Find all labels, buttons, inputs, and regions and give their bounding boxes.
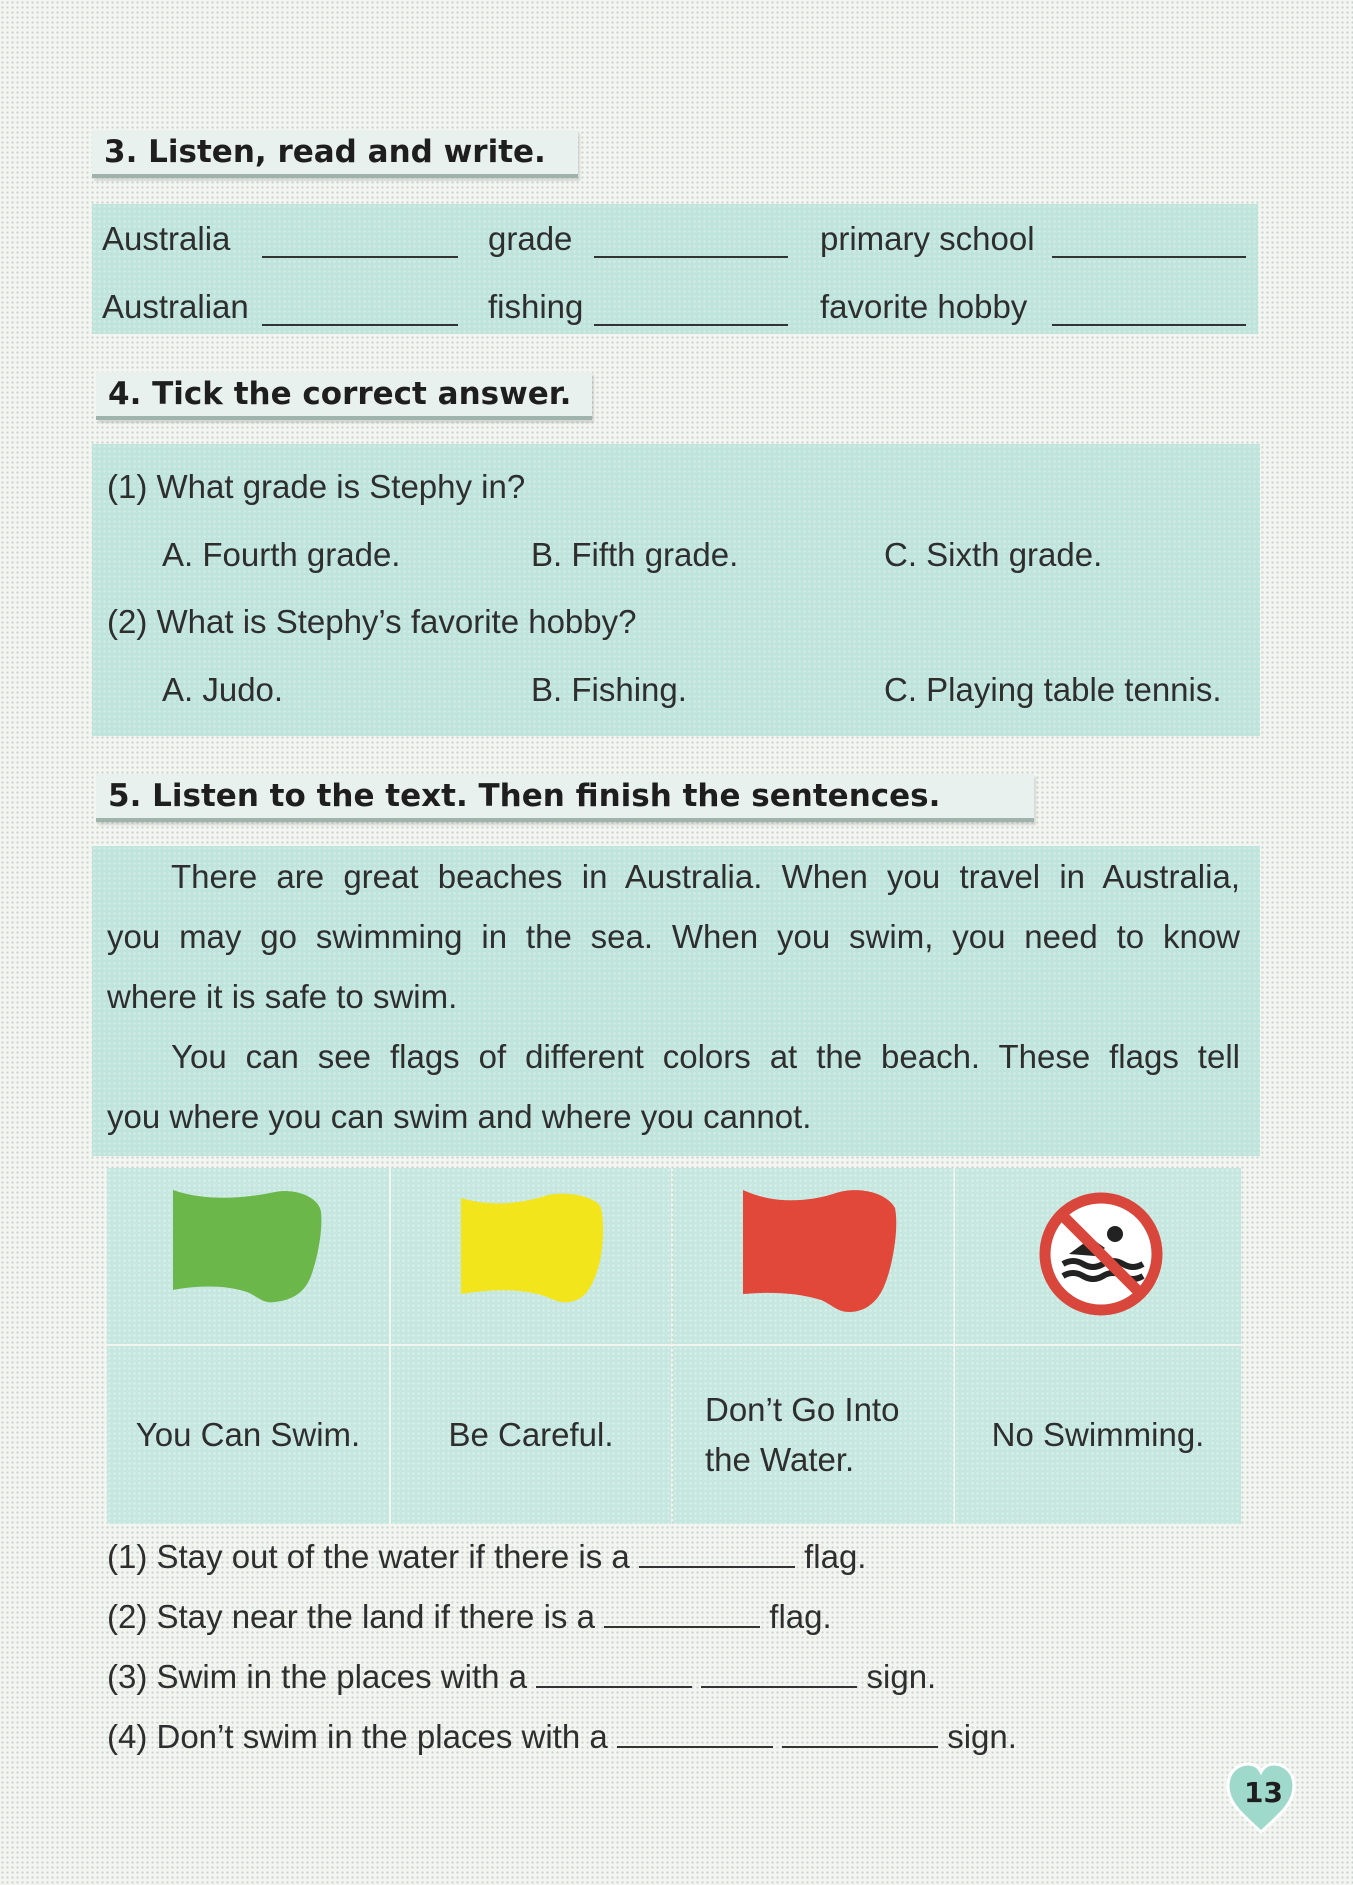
q1-option-a[interactable]: A. Fourth grade. [162, 536, 401, 573]
answer-blank[interactable] [639, 1538, 795, 1568]
vocab-blank[interactable] [262, 296, 458, 326]
vocab-word: fishing [488, 288, 584, 325]
sign-image-cell [107, 1168, 389, 1344]
vocab-blank[interactable] [594, 228, 788, 258]
answer-blank[interactable] [617, 1718, 773, 1748]
q2-option-c[interactable]: C. Playing table tennis. [884, 671, 1222, 708]
sentence-2: (2) Stay near the land if there is a flag. [107, 1598, 832, 1635]
sentence-1: (1) Stay out of the water if there is a flag. [107, 1538, 867, 1575]
q1-option-c[interactable]: C. Sixth grade. [884, 536, 1103, 573]
green-flag-icon [107, 1168, 389, 1344]
vocab-blank[interactable] [1052, 296, 1246, 326]
answer-blank[interactable] [536, 1658, 692, 1688]
sign-label: You Can Swim. [107, 1346, 389, 1524]
section-3-heading: 3. Listen, read and write. [92, 130, 578, 178]
passage-line: You can see flags of different colors at the beach. These flags tell [171, 1038, 1240, 1075]
passage-line: There are great beaches in Australia. When you travel in Australia, [171, 858, 1240, 895]
vocab-word: Australian [102, 288, 249, 325]
q2-option-a[interactable]: A. Judo. [162, 671, 284, 708]
no-swimming-icon [955, 1168, 1241, 1344]
vocab-blank[interactable] [1052, 228, 1246, 258]
sign-label [673, 1346, 953, 1524]
sentence-3: (3) Swim in the places with a sign. [107, 1658, 937, 1695]
beach-flags-table [107, 1168, 1241, 1524]
sign-label-line: the Water. [705, 1441, 855, 1478]
vocab-blank[interactable] [594, 296, 788, 326]
answer-blank[interactable] [701, 1658, 857, 1688]
sign-image-cell [955, 1168, 1241, 1344]
vocab-blank[interactable] [262, 228, 458, 258]
q2-option-b[interactable]: B. Fishing. [531, 671, 687, 708]
vocab-word: primary school [820, 220, 1035, 257]
sentence-4: (4) Don’t swim in the places with a sign. [107, 1718, 1017, 1755]
vocab-word: grade [488, 220, 573, 257]
section-5-heading: 5. Listen to the text. Then finish the sentences. [96, 774, 1034, 822]
answer-blank[interactable] [604, 1598, 760, 1628]
yellow-flag-icon [391, 1168, 671, 1344]
q1-option-b[interactable]: B. Fifth grade. [531, 536, 739, 573]
page-number: 13 [1244, 1776, 1283, 1809]
red-flag-icon [673, 1168, 953, 1344]
sign-label: Be Careful. [391, 1346, 671, 1524]
passage-line: you where you can swim and where you cannot. [107, 1098, 812, 1135]
passage-line: you may go swimming in the sea. When you swim, you need to know [107, 918, 1240, 955]
passage-line: where it is safe to swim. [107, 978, 458, 1015]
vocab-word: Australia [102, 220, 231, 257]
section-4-heading: 4. Tick the correct answer. [96, 372, 592, 420]
sign-label: No Swimming. [955, 1346, 1241, 1524]
vocab-word: favorite hobby [820, 288, 1028, 325]
sign-label-line: Don’t Go Into [705, 1391, 900, 1428]
sign-image-cell [391, 1168, 671, 1344]
answer-blank[interactable] [782, 1718, 938, 1748]
question-2: (2) What is Stephy’s favorite hobby? [107, 603, 637, 640]
sign-image-cell [673, 1168, 953, 1344]
question-1: (1) What grade is Stephy in? [107, 468, 526, 505]
